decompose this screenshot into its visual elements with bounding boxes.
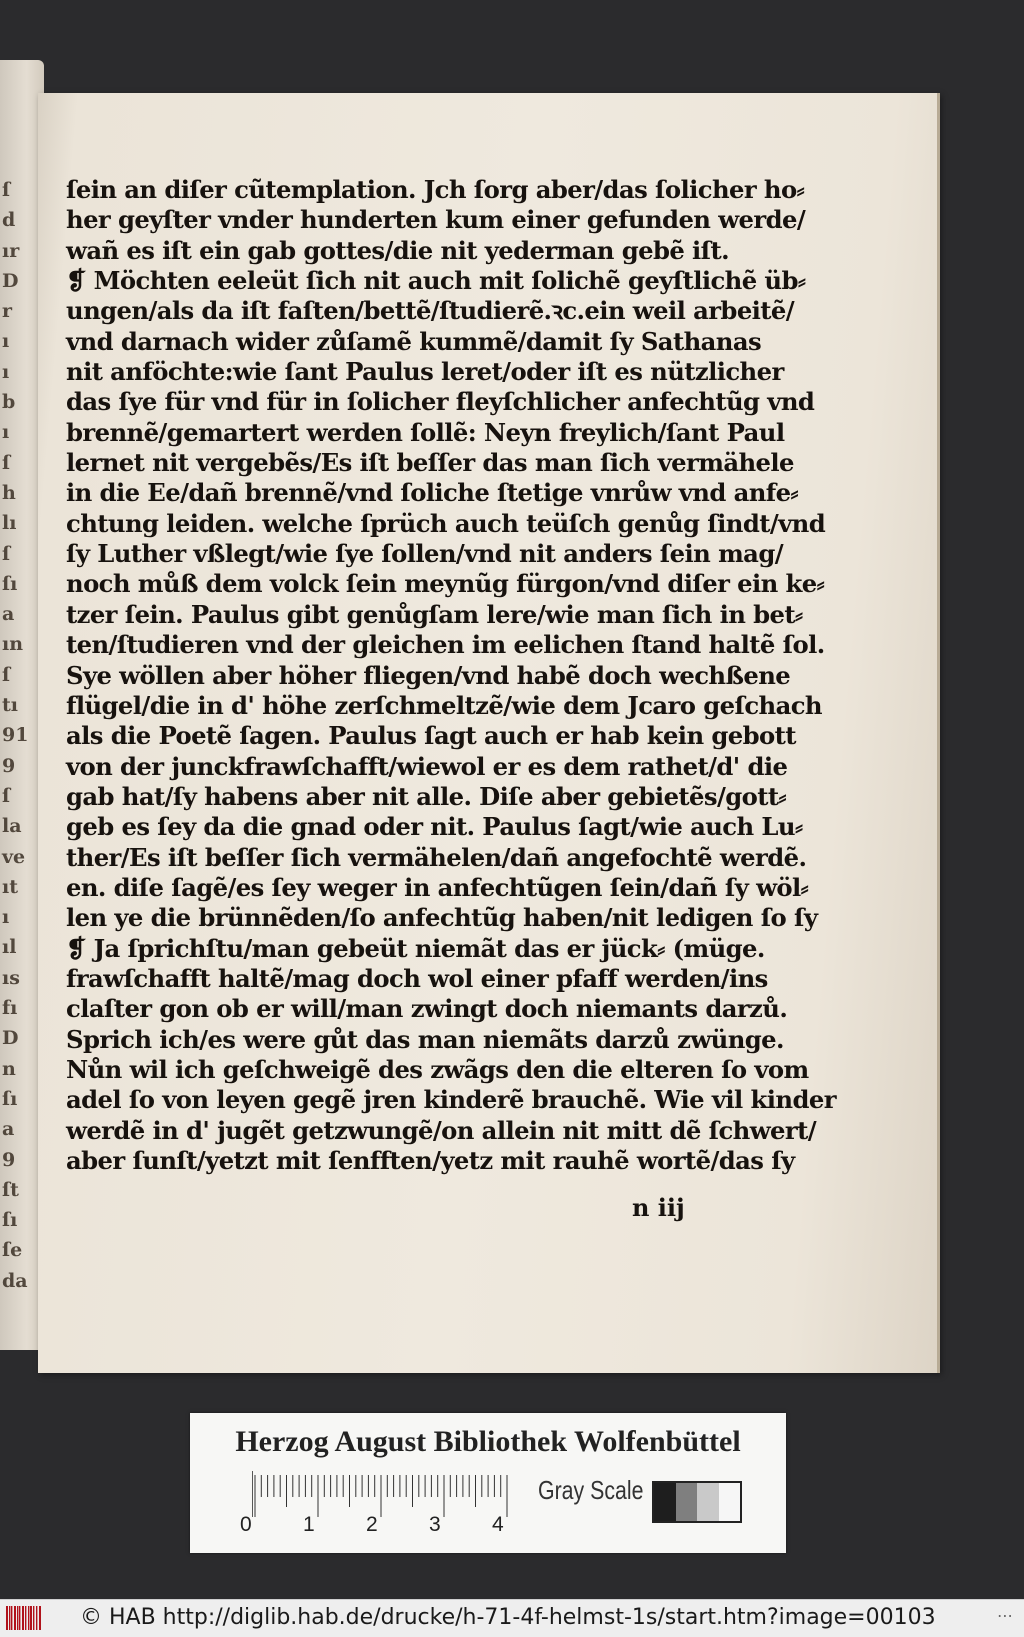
edge-glyph: ı — [2, 906, 10, 929]
edge-glyph: ſ — [2, 784, 11, 807]
text-line: brennẽ/gemartert werden ſollẽ: Neyn freylich/ſant Paul — [66, 417, 785, 447]
text-line: tzer ſein. Paulus gibt genůgſam lere/wie man ſich in bet⸗ — [66, 599, 803, 629]
logo-bar — [39, 1606, 41, 1630]
edge-glyph: la — [2, 815, 22, 838]
text-line: gab hat/ſy habens aber nit alle. Diſe aber gebietẽs/gott⸗ — [66, 781, 786, 811]
text-line: Sprich ich/es were gůt das man niemãts darzů zwünge. — [66, 1024, 784, 1054]
text-line: her geyſter vnder hunderten kum einer gefunden werde/ — [66, 205, 806, 235]
ruler-scale — [252, 1471, 522, 1517]
gray-scale-swatches — [652, 1481, 742, 1523]
text-line: lernet nit vergebẽs/Es iſt beſſer das man ſich vermähele — [66, 448, 794, 478]
edge-glyph: ſ — [2, 179, 11, 201]
edge-glyph: lı — [2, 512, 17, 535]
edge-glyph: ſt — [2, 1178, 19, 1201]
text-line: werdẽ in d' jugẽt getzwungẽ/on allein nit mitt dẽ ſchwert/ — [66, 1115, 816, 1145]
adjacent-page-text — [2, 175, 29, 1296]
logo-bar — [28, 1606, 29, 1630]
edge-glyph: ſ — [2, 542, 11, 565]
ruler-number: 4 — [492, 1513, 504, 1536]
edge-glyph: ſı — [2, 1209, 18, 1232]
logo-bar — [11, 1606, 12, 1630]
edge-glyph: ſ — [2, 663, 11, 686]
edge-glyph: ſı — [2, 1087, 18, 1110]
text-line: ther/Es iſt beſſer ſich vermähelen/dañ angefochtẽ werdẽ. — [66, 842, 807, 872]
edge-glyph: ıt — [2, 875, 18, 898]
text-line: ſy Luther vßlegt/wie ſye ſollen/vnd nit anders ſein mag/ — [66, 539, 783, 569]
text-line: chtung leiden. welche ſprüch auch teüſch genůg ſindt/vnd — [66, 508, 826, 538]
edge-glyph: da — [2, 1269, 28, 1292]
logo-bar — [22, 1606, 24, 1630]
edge-glyph: fı — [2, 997, 18, 1020]
text-line: wañ es iſt ein gab gottes/die nit yederman gebẽ iſt. — [66, 235, 730, 265]
edge-glyph: 9 — [2, 754, 16, 777]
text-line: von der junckfrawſchafft/wiewol er es dem rathet/d' die — [66, 751, 788, 781]
hab-barcode-logo-icon[interactable] — [4, 1604, 44, 1632]
image-url-link[interactable]: © HAB http://diglib.hab.de/drucke/h-71-4f-helmst-1s/start.htm?image=00103 — [80, 1605, 936, 1630]
logo-bar — [9, 1606, 10, 1630]
text-line: das ſye für vnd für in ſolicher fleyſchlicher anfechtũg vnd — [66, 387, 815, 417]
edge-glyph: a — [2, 1118, 15, 1141]
text-line: in die Ee/dañ brennẽ/vnd ſoliche ſtetige vnrůw vnd anfe⸗ — [66, 478, 798, 508]
viewer-footer — [0, 1599, 1024, 1637]
text-line: geb es ſey da die gnad oder nit. Paulus ſagt/wie auch Lu⸗ — [66, 812, 803, 842]
color-calibration-target — [190, 1413, 786, 1553]
edge-glyph: ın — [2, 633, 24, 656]
text-line: adel ſo von leyen gegẽ jren kinderẽ brauchẽ. Wie vil kinder — [66, 1085, 836, 1115]
logo-bar — [36, 1606, 37, 1630]
edge-glyph: D — [2, 269, 19, 292]
logo-bar — [17, 1606, 18, 1630]
edge-glyph: ı — [2, 330, 10, 353]
gray-swatch — [654, 1483, 676, 1521]
edge-glyph: 91 — [2, 724, 29, 747]
edge-glyph: ı — [2, 360, 10, 383]
text-line: als die Poetẽ ſagen. Paulus ſagt auch er hab kein gebott — [66, 721, 796, 751]
edge-glyph: 9 — [2, 1148, 16, 1171]
text-line: ❡ Ja ſprichſtu/man gebeüt niemãt das er jück⸗ (müge. — [66, 933, 765, 963]
edge-glyph: n — [2, 1057, 16, 1080]
library-name: Herzog August Bibliothek Wolfenbüttel — [235, 1425, 741, 1458]
text-line: en. diſe ſagẽ/es ſey weger in anfechtũgen ſein/dañ ſy wöl⸗ — [66, 872, 809, 902]
ruler-number: 3 — [429, 1513, 441, 1536]
gray-swatch — [697, 1483, 719, 1521]
edge-glyph: ſı — [2, 572, 18, 595]
edge-glyph: d — [2, 209, 16, 232]
edge-glyph: ſe — [2, 1239, 23, 1262]
text-line: ❡ Möchten eeleüt ſich nit auch mit ſolichẽ geyſtlichẽ üb⸗ — [66, 266, 806, 296]
text-line: aber ſunſt/yetzt mit ſenfften/yetz mit rauhẽ wortẽ/das ſy — [66, 1146, 795, 1175]
logo-bar — [6, 1606, 8, 1630]
logo-bar — [25, 1606, 26, 1630]
logo-bar — [14, 1606, 16, 1630]
text-line: ten/ſtudieren vnd der gleichen im eelichen ſtand haltẽ ſol. — [66, 630, 825, 660]
edge-glyph: b — [2, 391, 16, 414]
logo-bar — [33, 1606, 34, 1630]
edge-glyph: a — [2, 603, 15, 626]
edge-glyph: D — [2, 1027, 19, 1050]
text-line: ungen/als da iſt faſten/bettẽ/ſtudierẽ.ꝛc.ein weil arbeitẽ/ — [66, 296, 795, 326]
more-options-icon[interactable]: ⋯ — [997, 1606, 1014, 1625]
ruler-number: 0 — [240, 1513, 252, 1536]
edge-glyph: ı — [2, 421, 10, 444]
edge-glyph: h — [2, 481, 16, 504]
text-line: Sye wöllen aber höher fliegen/vnd habẽ doch wechßene — [66, 660, 791, 690]
edge-glyph: ır — [2, 239, 20, 262]
text-line: claſter gon ob er will/man zwingt doch niemants darzů. — [66, 994, 788, 1024]
text-line: nit anföchte:wie ſant Paulus leret/oder iſt es nützlicher — [66, 357, 784, 387]
text-line: flügel/die in d' höhe zerſchmeltzẽ/wie dem Jcaro geſchach — [66, 690, 822, 720]
edge-glyph: ſ — [2, 451, 11, 474]
gray-swatch — [676, 1483, 698, 1521]
ruler-numbers — [240, 1513, 540, 1537]
text-line: ſein an diſer cũtemplation. Jch ſorg aber/das ſolicher ho⸗ — [66, 175, 805, 204]
signature-mark: n iij — [632, 1193, 685, 1222]
ruler-number: 2 — [366, 1513, 378, 1536]
page-text — [66, 175, 836, 1176]
gray-scale-label: Gray Scale — [538, 1475, 644, 1505]
text-line: vnd darnach wider zůſamẽ kummẽ/damit ſy Sathanas — [66, 326, 762, 356]
text-line: len ye die brünnẽden/ſo anfechtũg haben/nit ledigen ſo ſy — [66, 903, 818, 933]
text-line: noch můß dem volck ſein meynũg fürgon/vnd diſer ein ke⸗ — [66, 569, 825, 599]
text-line: Nůn wil ich geſchweigẽ des zwãgs den die elteren ſo vom — [66, 1054, 809, 1084]
ruler-number: 1 — [303, 1513, 315, 1536]
edge-glyph: tı — [2, 694, 18, 717]
text-line: frawſchafft haltẽ/mag doch wol einer pfaff werden/ins — [66, 963, 768, 993]
gray-swatch — [719, 1483, 741, 1521]
edge-glyph: r — [2, 300, 13, 323]
logo-bar — [30, 1606, 32, 1630]
logo-bar — [19, 1606, 20, 1630]
edge-glyph: ıl — [2, 936, 17, 959]
edge-glyph: ve — [2, 845, 26, 868]
edge-glyph: ıs — [2, 966, 20, 989]
